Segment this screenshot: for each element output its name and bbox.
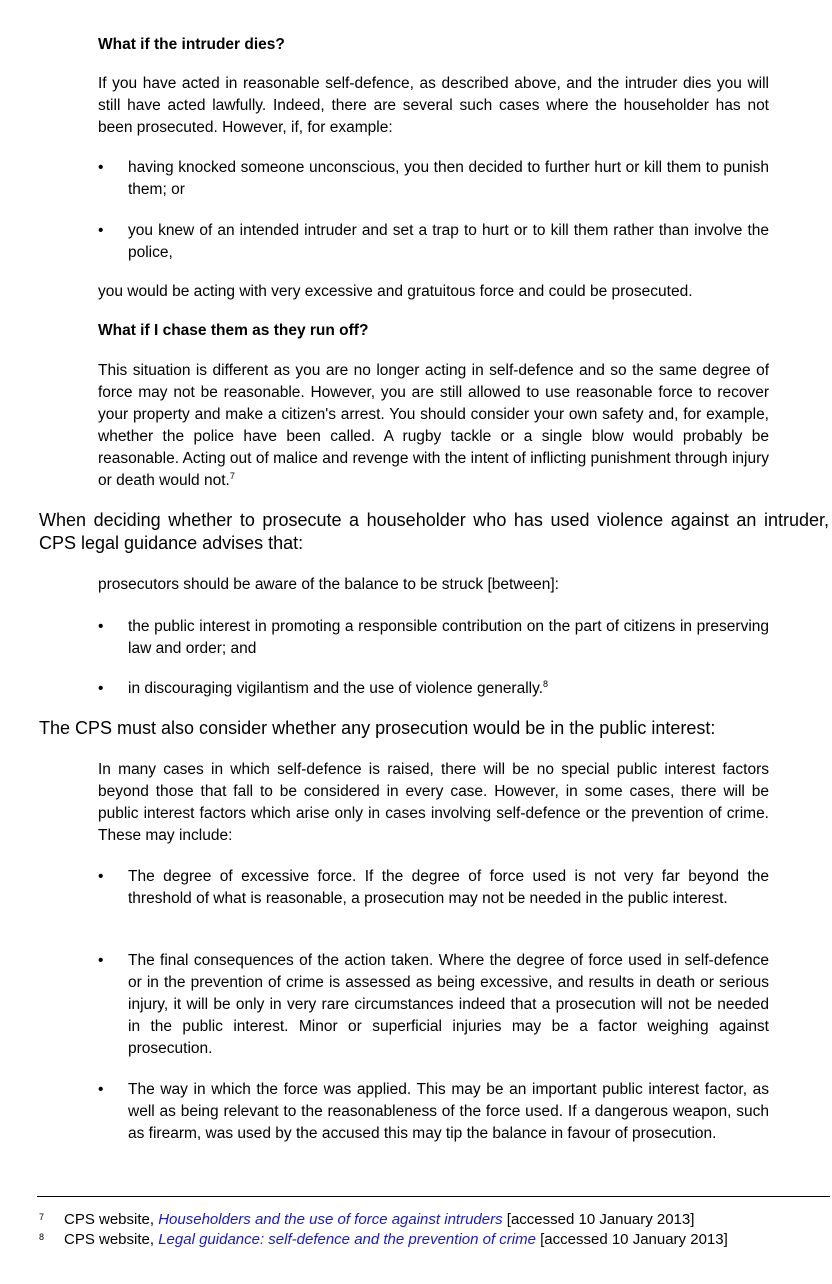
bullet-text: The degree of excessive force. If the degree of force used is not very far beyond the threshold of what is reasonable, a prosecution may not be needed in the public interest. — [128, 868, 769, 907]
bullet-icon: • — [98, 1081, 104, 1098]
footnote-suffix: [accessed 10 January 2013] — [502, 1211, 695, 1228]
footnote-prefix: CPS website, — [64, 1211, 159, 1228]
footnote-8 — [39, 1230, 819, 1250]
bullet-icon: • — [98, 952, 104, 969]
footnote-number: 7 — [39, 1212, 45, 1222]
footnote-link[interactable]: Householders and the use of force against intruders — [158, 1211, 503, 1228]
footnote-7 — [39, 1210, 819, 1230]
body-paragraph-public-interest: The CPS must also consider whether any prosecution would be in the public interest: — [39, 718, 716, 738]
list-item — [98, 866, 769, 910]
bullet-icon: • — [98, 618, 104, 635]
bullet-text: the public interest in promoting a responsible contribution on the part of citizens in preserving law and order; and — [128, 618, 769, 657]
paragraph-chase — [98, 360, 769, 492]
list-item — [98, 678, 769, 700]
paragraph-chase-text: This situation is different as you are no longer acting in self-defence and so the same degree of force may not be reasonable. However, you are still allowed to use reasonable force to recover your property and make a citizen's arrest. You should consider your own safety and, for example, whether the police have been called. A rugby tackle or a single blow would probably be reasonable. Acting out of malice and revenge with the intent of inflicting punishment through injury or death would not. — [98, 362, 769, 489]
footnote-number: 8 — [39, 1232, 45, 1242]
footnote-divider — [37, 1196, 830, 1197]
bullet-text: you knew of an intended intruder and set a trap to hurt or to kill them rather than involve the police, — [128, 222, 769, 261]
quote-intro: prosecutors should be aware of the balance to be struck [between]: — [98, 576, 559, 593]
heading-intruder-dies: What if the intruder dies? — [98, 36, 285, 53]
list-item — [98, 220, 769, 264]
bullet-text: The way in which the force was applied. This may be an important public interest factor, as well as being relevant to the reasonableness of the force used. If a dangerous weapon, such as firearm, was used by the accused this may tip the balance in favour of prosecution. — [128, 1081, 769, 1142]
footnote-ref-8[interactable]: 8 — [543, 678, 549, 689]
bullet-icon: • — [98, 868, 104, 885]
paragraph-closing: you would be acting with very excessive and gratuitous force and could be prosecuted. — [98, 283, 693, 300]
footnote-link[interactable]: Legal guidance: self-defence and the prevention of crime — [158, 1231, 536, 1248]
heading-chase: What if I chase them as they run off? — [98, 322, 369, 339]
footnote-suffix: [accessed 10 January 2013] — [535, 1231, 728, 1248]
bullet-icon: • — [98, 222, 104, 239]
quote-public-interest-intro: In many cases in which self-defence is raised, there will be no special public interest factors beyond those that fall to be considered in every case. However, in some cases, there will be public interest factors which arise only in cases involving self-defence or the prevention of crime. These may include: — [98, 761, 769, 844]
list-item — [98, 1079, 769, 1145]
bullet-text-content: in discouraging vigilantism and the use of violence generally. — [128, 680, 544, 697]
bullet-icon: • — [98, 159, 104, 176]
list-item — [98, 157, 769, 201]
paragraph-intruder-dies: If you have acted in reasonable self-defence, as described above, and the intruder dies you will still have acted lawfully. Indeed, there are several such cases where the householder has not been prosecuted. However, if, for example: — [98, 75, 769, 136]
bullet-text: The final consequences of the action taken. Where the degree of force used in self-defence or in the prevention of crime is assessed as being excessive, and results in death or serious injury, it will be only in very rare circumstances indeed that a prosecution will not be needed in the public interest. Minor or superficial injuries may be a factor weighing against prosecution. — [128, 952, 769, 1057]
list-item — [98, 950, 769, 1060]
bullet-text — [128, 678, 769, 700]
bullet-icon: • — [98, 680, 104, 697]
list-item — [98, 616, 769, 660]
body-paragraph-cps-guidance: When deciding whether to prosecute a householder who has used violence against an intruder, CPS legal guidance advises that: — [39, 510, 829, 553]
footnote-ref-7[interactable]: 7 — [229, 470, 235, 481]
footnote-prefix: CPS website, — [64, 1231, 159, 1248]
bullet-text: having knocked someone unconscious, you then decided to further hurt or kill them to punish them; or — [128, 159, 769, 198]
